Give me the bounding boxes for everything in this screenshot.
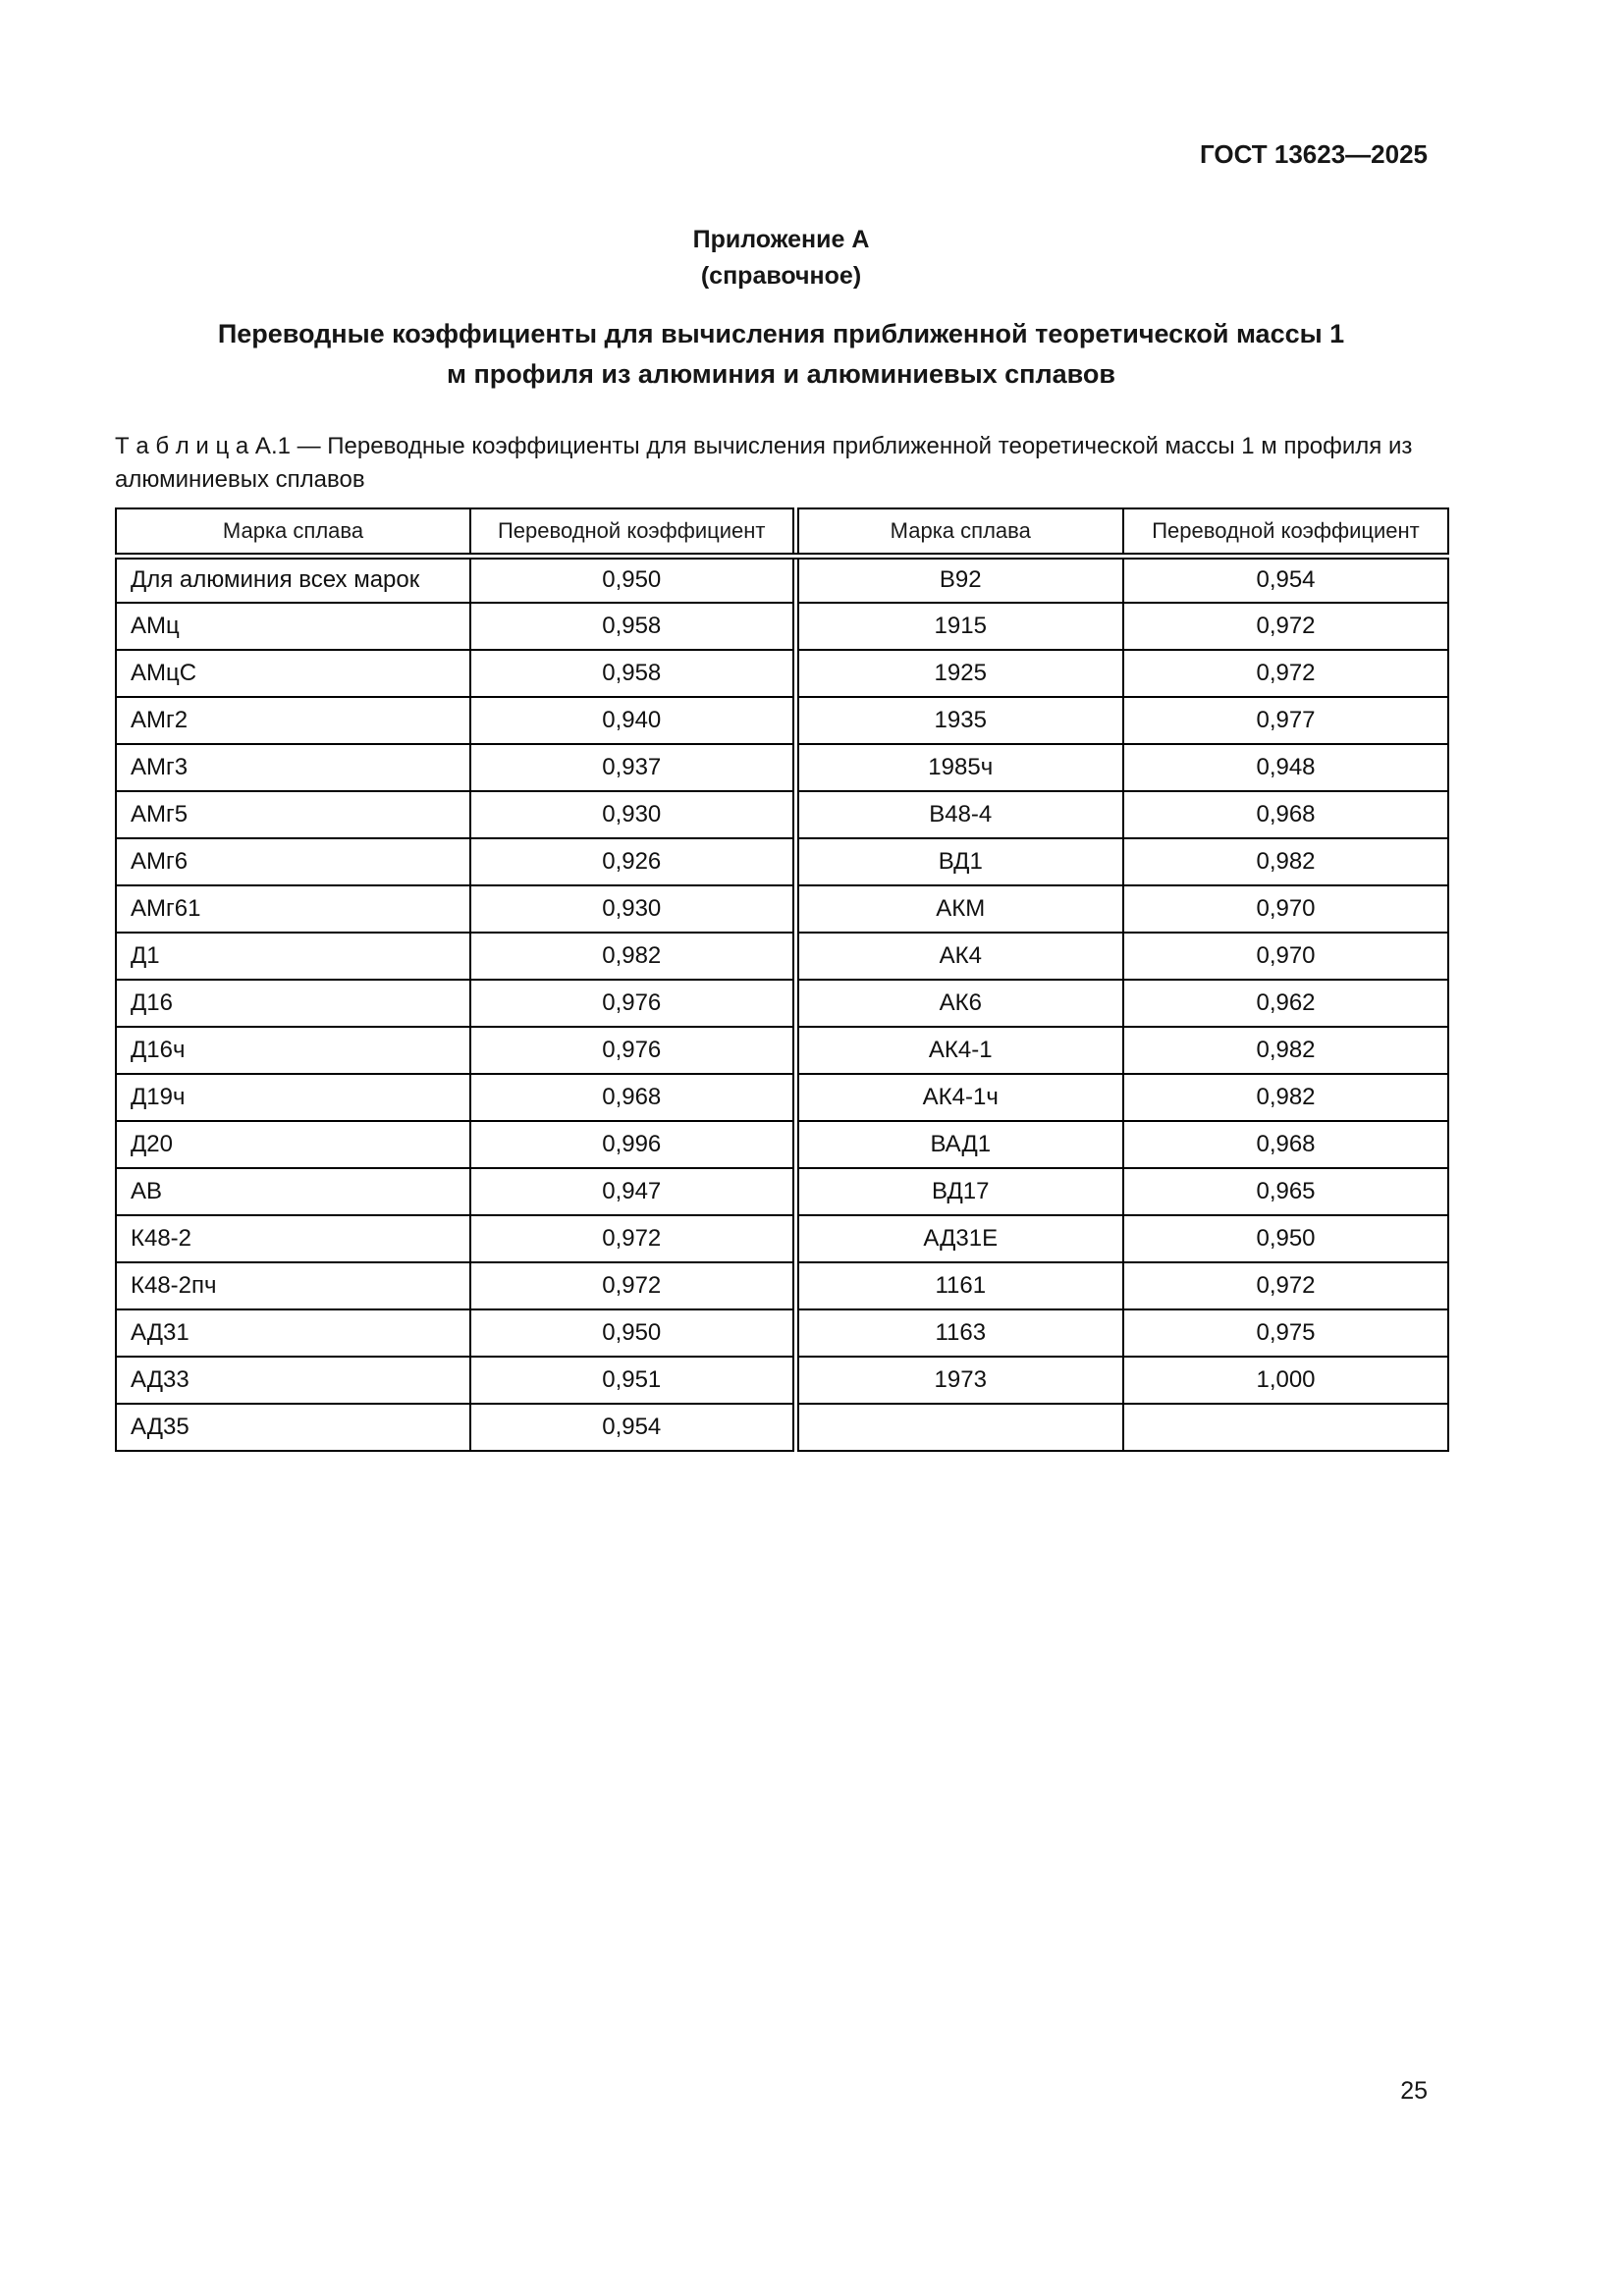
table-row [116, 791, 1448, 838]
coefficient-cell: 0,996 [470, 1121, 795, 1168]
coefficient-cell: 0,977 [1123, 697, 1448, 744]
alloy-grade-cell: АВ [116, 1168, 470, 1215]
table-body [116, 556, 1448, 1451]
alloy-grade-cell: АД31Е [795, 1215, 1123, 1262]
column-header-grade-left: Марка сплава [116, 508, 470, 556]
coefficient-cell: 0,975 [1123, 1309, 1448, 1357]
alloy-grade-cell: 1915 [795, 603, 1123, 650]
alloy-grade-cell: 1973 [795, 1357, 1123, 1404]
coefficient-cell: 0,982 [1123, 838, 1448, 885]
coefficient-cell: 0,968 [470, 1074, 795, 1121]
coefficient-cell [1123, 1404, 1448, 1451]
table-row [116, 697, 1448, 744]
alloy-grade-cell: ВД17 [795, 1168, 1123, 1215]
coefficient-cell: 0,926 [470, 838, 795, 885]
alloy-grade-cell: ВД1 [795, 838, 1123, 885]
alloy-grade-cell: 1163 [795, 1309, 1123, 1357]
alloy-grade-cell: АКМ [795, 885, 1123, 933]
alloy-grade-cell: АМцС [116, 650, 470, 697]
table-row [116, 1215, 1448, 1262]
coefficient-cell: 0,968 [1123, 791, 1448, 838]
alloy-grade-cell: 1985ч [795, 744, 1123, 791]
table-row [116, 1121, 1448, 1168]
table-row [116, 933, 1448, 980]
alloy-grade-cell: В48-4 [795, 791, 1123, 838]
main-title-wrap [115, 314, 1447, 395]
alloy-grade-cell: В92 [795, 556, 1123, 603]
alloy-grade-cell: АМг6 [116, 838, 470, 885]
column-header-coefficient-left: Переводной коэффициент [470, 508, 795, 556]
coefficient-cell: 0,930 [470, 791, 795, 838]
alloy-grade-cell: АД35 [116, 1404, 470, 1451]
coefficient-cell: 0,982 [470, 933, 795, 980]
alloy-grade-cell: АМг5 [116, 791, 470, 838]
coefficient-cell: 0,972 [470, 1262, 795, 1309]
alloy-grade-cell: Д16 [116, 980, 470, 1027]
coefficient-cell: 0,962 [1123, 980, 1448, 1027]
coefficient-cell: 1,000 [1123, 1357, 1448, 1404]
coefficient-cell: 0,972 [1123, 650, 1448, 697]
alloy-grade-cell: Д16ч [116, 1027, 470, 1074]
alloy-grade-cell: Д1 [116, 933, 470, 980]
alloy-grade-cell: АД33 [116, 1357, 470, 1404]
column-header-coefficient-right: Переводной коэффициент [1123, 508, 1448, 556]
appendix-label: Приложение А [692, 226, 870, 253]
coefficient-cell: 0,930 [470, 885, 795, 933]
alloy-grade-cell: Для алюминия всех марок [116, 556, 470, 603]
coefficient-cell: 0,976 [470, 1027, 795, 1074]
coefficient-cell: 0,947 [470, 1168, 795, 1215]
table-row [116, 1027, 1448, 1074]
table-caption: Т а б л и ц а А.1 — Переводные коэффициенты для вычисления приближенной теоретической массы 1 м профиля из алюминиевых сплавов [115, 433, 1413, 493]
coefficient-cell: 0,958 [470, 650, 795, 697]
coefficient-cell: 0,972 [1123, 603, 1448, 650]
alloy-grade-cell: АМг61 [116, 885, 470, 933]
coefficient-cell: 0,951 [470, 1357, 795, 1404]
table-row [116, 980, 1448, 1027]
table-row [116, 1404, 1448, 1451]
alloy-grade-cell: АК6 [795, 980, 1123, 1027]
document-code: ГОСТ 13623—2025 [1200, 139, 1428, 169]
alloy-grade-cell [795, 1404, 1123, 1451]
coefficient-cell: 0,954 [1123, 556, 1448, 603]
coefficient-cell: 0,950 [1123, 1215, 1448, 1262]
alloy-grade-cell: АК4-1 [795, 1027, 1123, 1074]
table-row [116, 838, 1448, 885]
alloy-grade-cell: АД31 [116, 1309, 470, 1357]
page-number: 25 [1400, 2077, 1428, 2105]
header-row [116, 508, 1448, 556]
column-header-grade-right: Марка сплава [795, 508, 1123, 556]
table-row [116, 556, 1448, 603]
alloy-grade-cell: АК4-1ч [795, 1074, 1123, 1121]
alloy-grade-cell: Д19ч [116, 1074, 470, 1121]
coefficient-cell: 0,972 [1123, 1262, 1448, 1309]
alloy-grade-cell: 1161 [795, 1262, 1123, 1309]
alloy-grade-cell: АМц [116, 603, 470, 650]
table-row [116, 885, 1448, 933]
alloy-grade-cell: Д20 [116, 1121, 470, 1168]
alloy-grade-cell: ВАД1 [795, 1121, 1123, 1168]
appendix-heading [115, 222, 1447, 294]
coefficient-cell: 0,940 [470, 697, 795, 744]
table-row [116, 1074, 1448, 1121]
coefficient-cell: 0,948 [1123, 744, 1448, 791]
alloy-grade-cell: АМг2 [116, 697, 470, 744]
coefficient-cell: 0,970 [1123, 885, 1448, 933]
table-header [116, 508, 1448, 556]
coefficients-table [115, 507, 1449, 1452]
coefficient-cell: 0,976 [470, 980, 795, 1027]
coefficient-cell: 0,982 [1123, 1027, 1448, 1074]
coefficient-cell: 0,954 [470, 1404, 795, 1451]
alloy-grade-cell: 1935 [795, 697, 1123, 744]
coefficient-cell: 0,970 [1123, 933, 1448, 980]
alloy-grade-cell: 1925 [795, 650, 1123, 697]
coefficient-cell: 0,950 [470, 1309, 795, 1357]
table-row [116, 603, 1448, 650]
coefficient-cell: 0,937 [470, 744, 795, 791]
table-row [116, 1262, 1448, 1309]
table-row [116, 1309, 1448, 1357]
table-row [116, 1168, 1448, 1215]
coefficient-cell: 0,968 [1123, 1121, 1448, 1168]
document-title: Переводные коэффициенты для вычисления приближенной теоретической массы 1 м профиля из алюминия и алюминиевых сплавов [217, 319, 1345, 389]
table-row [116, 1357, 1448, 1404]
alloy-grade-cell: К48-2пч [116, 1262, 470, 1309]
alloy-grade-cell: АМг3 [116, 744, 470, 791]
table-row [116, 650, 1448, 697]
coefficient-cell: 0,950 [470, 556, 795, 603]
appendix-type: (справочное) [700, 262, 862, 290]
coefficient-cell: 0,982 [1123, 1074, 1448, 1121]
coefficient-cell: 0,965 [1123, 1168, 1448, 1215]
alloy-grade-cell: К48-2 [116, 1215, 470, 1262]
table-row [116, 744, 1448, 791]
coefficient-cell: 0,958 [470, 603, 795, 650]
alloy-grade-cell: АК4 [795, 933, 1123, 980]
coefficient-cell: 0,972 [470, 1215, 795, 1262]
